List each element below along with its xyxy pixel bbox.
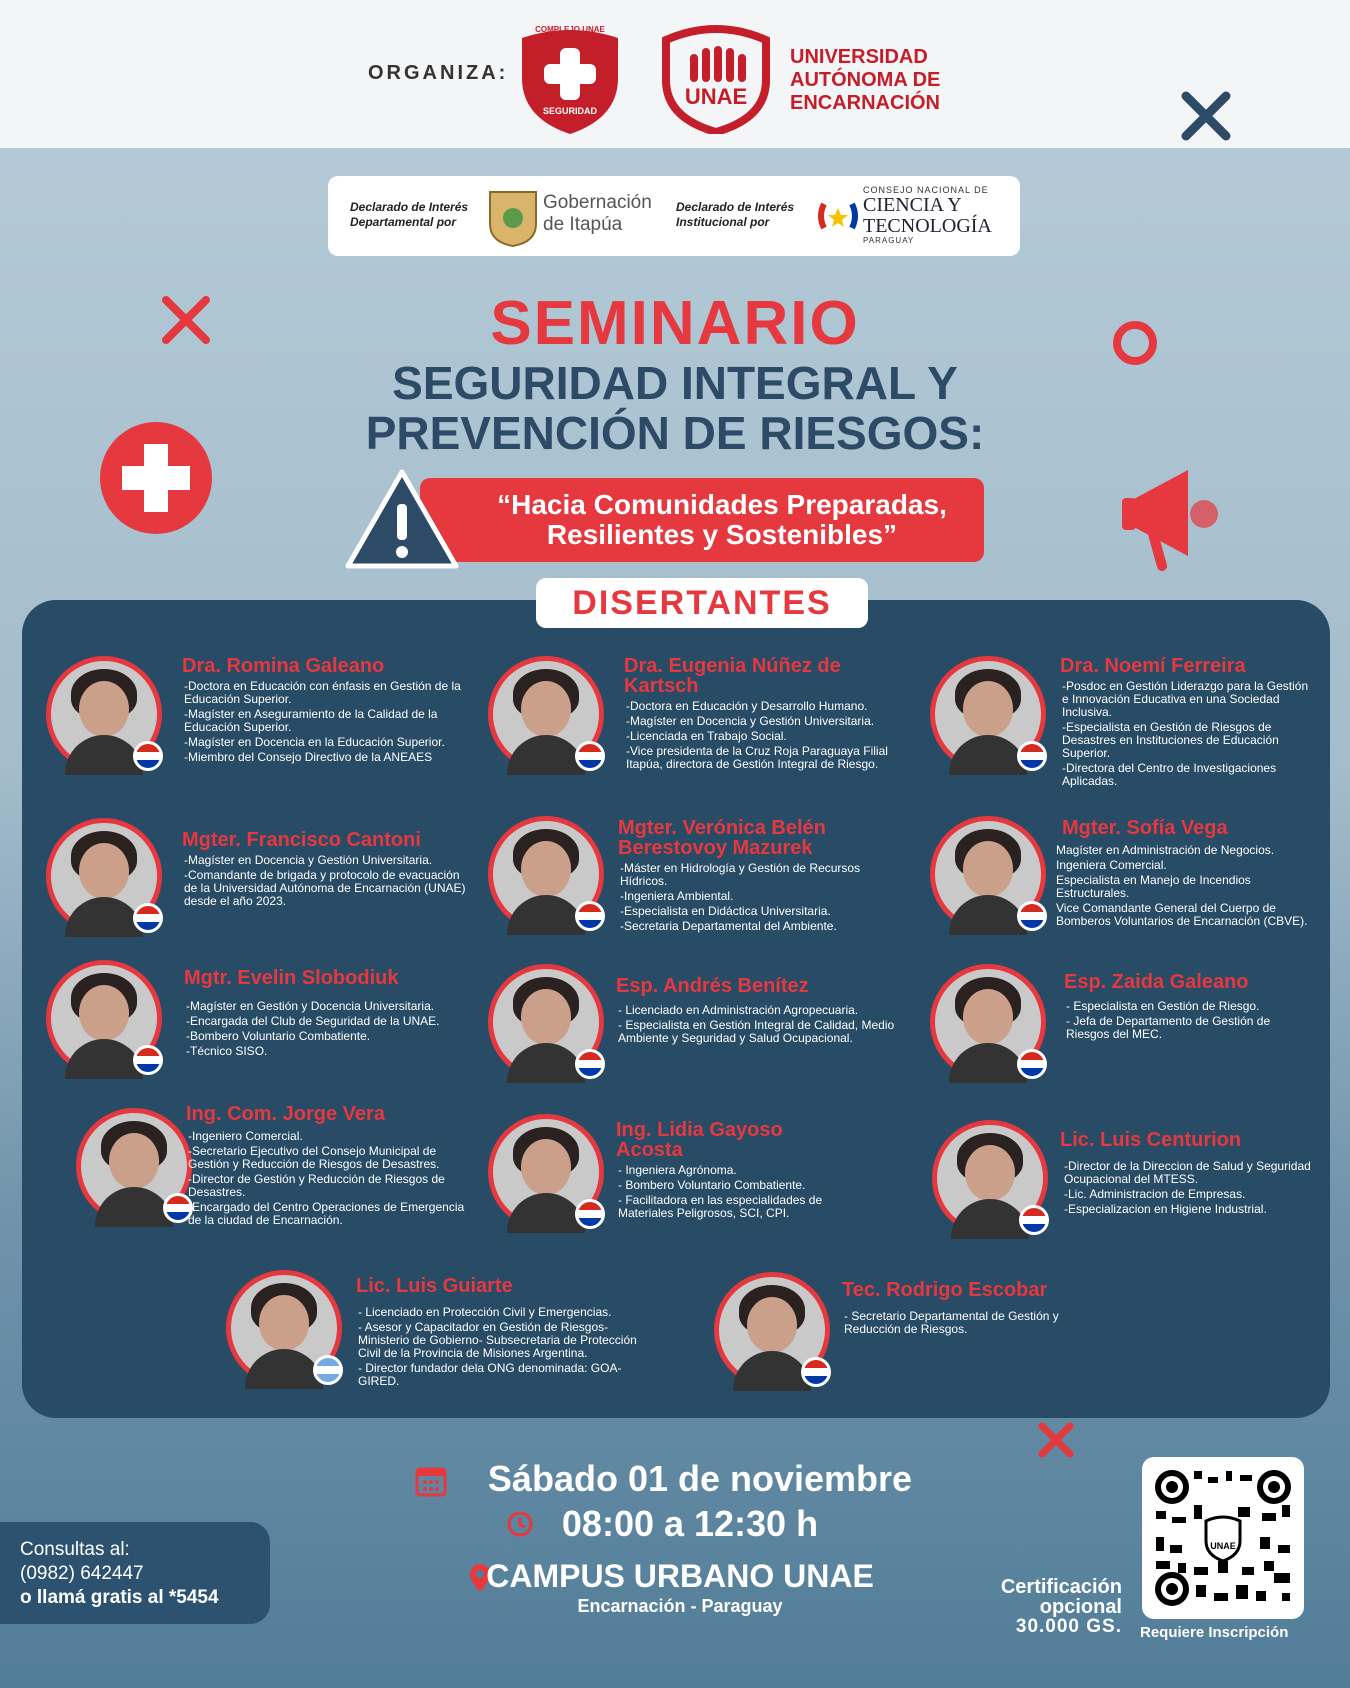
- speaker-bio: -Posdoc en Gestión Liderazgo para la Gestión e Innovación Educativa en una Sociedad Inclusiva. -Especialista en Gestión de Riesgos de Desastres en Instituciones de Educación Superior. -Directora del Centro de Investigaciones Aplicadas.: [1062, 679, 1309, 788]
- event-subtitle: “Hacia Comunidades Preparadas, Resilientes y Sostenibles”: [420, 478, 984, 562]
- organiza-label: ORGANIZA:: [368, 62, 509, 84]
- event-kicker: SEMINARIO: [490, 289, 860, 358]
- speaker-photo: [714, 1272, 830, 1388]
- speaker-photo: [76, 1108, 192, 1224]
- event-venue: CAMPUS URBANO UNAE: [486, 1558, 874, 1594]
- qr-code-icon: [1142, 1457, 1304, 1619]
- paraguay-flag-icon: [1017, 741, 1047, 771]
- speaker-bio: -Doctora en Educación y Desarrollo Humano. -Magíster en Docencia y Gestión Universitaria. -Licenciada en Trabajo Social. -Vice presidenta de la Cruz Roja Paraguaya Filial Itapúa, directora de Gestión Integral de Riesgo.: [626, 699, 888, 771]
- contact-box: Consultas al: (0982) 642447 o llamá gratis al *5454: [0, 1522, 270, 1624]
- speaker-photo: [46, 818, 162, 934]
- phone-link[interactable]: o llamá gratis al *5454: [20, 1587, 219, 1608]
- speaker-bio: -Director de la Direccion de Salud y Seguridad Ocupacional del MTESS. -Lic. Administracion de Empresas. -Especializacion en Higiene Industrial.: [1064, 1159, 1311, 1216]
- speaker-bio: - Ingeniera Agrónoma. - Bombero Voluntario Combatiente. - Facilitadora en las especialidades de Materiales Peligrosos, SCI, CPI.: [618, 1163, 823, 1220]
- speaker-photo: [488, 656, 604, 772]
- speaker-bio: - Licenciado en Protección Civil y Emergencias. - Asesor y Capacitador en Gestión de Riesgos- Ministerio de Gobierno- Subsecretaria de Protección Civil de la Provincia de Misiones Argentina. - Director fundador dela ONG denominada: GOA- GIRED.: [358, 1305, 637, 1388]
- speaker-bio: -Máster en Hidrología y Gestión de Recursos Hídricos. -Ingeniera Ambiental. -Especialista en Didáctica Universitaria. -Secretaria Departamental del Ambiente.: [620, 861, 861, 933]
- speaker-name: Lic. Luis Guiarte: [356, 1275, 513, 1297]
- speaker-bio: -Magíster en Docencia y Gestión Universitaria. -Comandante de brigada y protocolo de evacuación de la Universidad Autónoma de Encarnación (UNAE) desde el año 2023.: [184, 853, 466, 908]
- paraguay-flag-icon: [133, 741, 163, 771]
- paraguay-flag-icon: [1017, 901, 1047, 931]
- paraguay-flag-icon: [575, 741, 605, 771]
- svg-text:SEGURIDAD: SEGURIDAD: [542, 106, 598, 116]
- event-date: Sábado 01 de noviembre: [487, 1458, 913, 1499]
- qr-caption: Requiere Inscripción: [1140, 1624, 1289, 1641]
- speaker-photo: [930, 964, 1046, 1080]
- unae-logo: [656, 22, 776, 134]
- event-time: 08:00 a 12:30 h: [561, 1503, 819, 1544]
- conacyt-emblem-icon: [816, 194, 860, 238]
- paraguay-flag-icon: [133, 1045, 163, 1075]
- speaker-name: Mgter. Francisco Cantoni: [182, 829, 421, 851]
- speaker-name: Ing. Lidia Gayoso Acosta: [616, 1119, 783, 1161]
- speaker-bio: - Especialista en Gestión de Riesgo. - Jefa de Departamento de Gestión de Riesgos del MEC.: [1066, 999, 1271, 1041]
- unae-name: UNIVERSIDAD AUTÓNOMA DE ENCARNACIÓN: [790, 46, 941, 114]
- warning-icon: [342, 466, 462, 572]
- argentina-flag-icon: [313, 1355, 343, 1385]
- speaker-name: Mgter. Verónica Belén Berestovoy Mazurek: [618, 817, 826, 859]
- paraguay-flag-icon: [575, 901, 605, 931]
- speaker-name: Dra. Eugenia Núñez de Kartsch: [624, 655, 841, 697]
- svg-text:UNAE: UNAE: [1210, 1541, 1236, 1551]
- event-title: SEGURIDAD INTEGRAL Y PREVENCIÓN DE RIESGOS:: [365, 357, 985, 459]
- speaker-name: Lic. Luis Centurion: [1060, 1129, 1242, 1151]
- speaker-name: Esp. Andrés Benítez: [616, 975, 809, 997]
- speaker-name: Tec. Rodrigo Escobar: [842, 1279, 1048, 1301]
- registration-qr-code[interactable]: [1142, 1457, 1304, 1619]
- speaker-photo: [930, 816, 1046, 932]
- paraguay-flag-icon: [575, 1199, 605, 1229]
- speaker-bio: -Magíster en Gestión y Docencia Universitaria. -Encargada del Club de Seguridad de la UNAE. -Bombero Voluntario Combatiente. -Técnico SISO.: [186, 999, 440, 1058]
- speaker-photo: [46, 960, 162, 1076]
- speaker-name: Mgtr. Evelin Slobodiuk: [184, 967, 399, 989]
- speaker-photo: [488, 816, 604, 932]
- certification-info: Certificación opcional 30.000 GS.: [1000, 1576, 1122, 1637]
- itapua-crest-icon: [486, 184, 540, 248]
- conacyt-country: PARAGUAY: [863, 236, 915, 245]
- club-seguridad-logo: [514, 18, 626, 136]
- speaker-bio: -Doctora en Educación con énfasis en Gestión de la Educación Superior. -Magíster en Aseguramiento de la Calidad de la Educación Superior. -Magíster en Docencia en la Educación Superior. -Miembro del Consejo Directivo de la ANEAES: [184, 679, 461, 764]
- speaker-photo: [930, 656, 1046, 772]
- speaker-name: Mgter. Sofía Vega: [1062, 817, 1228, 839]
- section-label: DISERTANTES: [536, 578, 868, 628]
- speaker-bio: - Licenciado en Administración Agropecuaria. - Especialista en Gestión Integral de Calidad, Medio Ambiente y Seguridad y Salud Ocupacional.: [618, 1003, 895, 1045]
- dept-declaration: Declarado de Interés Departamental por: [350, 200, 469, 229]
- gobernacion-itapua: Gobernación de Itapúa: [543, 192, 652, 235]
- speaker-photo: [46, 656, 162, 772]
- speaker-name: Dra. Noemí Ferreira: [1060, 655, 1246, 677]
- x-deco-icon: [1180, 90, 1232, 142]
- speaker-photo: [488, 964, 604, 1080]
- conacyt-name: CIENCIA Y TECNOLOGÍA: [863, 194, 992, 237]
- paraguay-flag-icon: [1017, 1049, 1047, 1079]
- speaker-name: Esp. Zaida Galeano: [1064, 971, 1249, 993]
- paraguay-flag-icon: [801, 1357, 831, 1387]
- megaphone-icon: [1118, 456, 1228, 572]
- paraguay-flag-icon: [575, 1049, 605, 1079]
- svg-text:UNAE: UNAE: [684, 84, 748, 109]
- x-deco-icon: [1036, 1420, 1076, 1460]
- conacyt-label: CONSEJO NACIONAL DE: [863, 185, 989, 195]
- speaker-photo: [488, 1114, 604, 1230]
- paraguay-flag-icon: [133, 903, 163, 933]
- paraguay-flag-icon: [1019, 1205, 1049, 1235]
- event-city: Encarnación - Paraguay: [577, 1596, 783, 1616]
- speaker-name: Dra. Romina Galeano: [182, 655, 385, 677]
- speaker-photo: [932, 1120, 1048, 1236]
- speaker-bio: Magíster en Administración de Negocios. Ingeniera Comercial. Especialista en Manejo de Incendios Estructurales. Vice Comandante General del Cuerpo de Bomberos Voluntarios de Encarnación (CBVE).: [1056, 843, 1308, 928]
- inst-declaration: Declarado de Interés Institucional por: [676, 200, 795, 229]
- speaker-photo: [226, 1270, 342, 1386]
- speaker-bio: -Ingeniero Comercial. -Secretario Ejecutivo del Consejo Municipal de Gestión y Reducción de Riesgos de Desastres. -Director de Gestión y Reducción de Riesgos de Desastres. -Encargado del Centro Operaciones de Emergencia de la ciudad de Encarnación.: [188, 1129, 465, 1227]
- svg-text:COMPLEJO UNAE: COMPLEJO UNAE: [535, 25, 605, 34]
- speaker-name: Ing. Com. Jorge Vera: [186, 1103, 385, 1125]
- speaker-bio: - Secretario Departamental de Gestión y Reducción de Riesgos.: [844, 1309, 1059, 1336]
- declarations-banner: [328, 176, 1020, 256]
